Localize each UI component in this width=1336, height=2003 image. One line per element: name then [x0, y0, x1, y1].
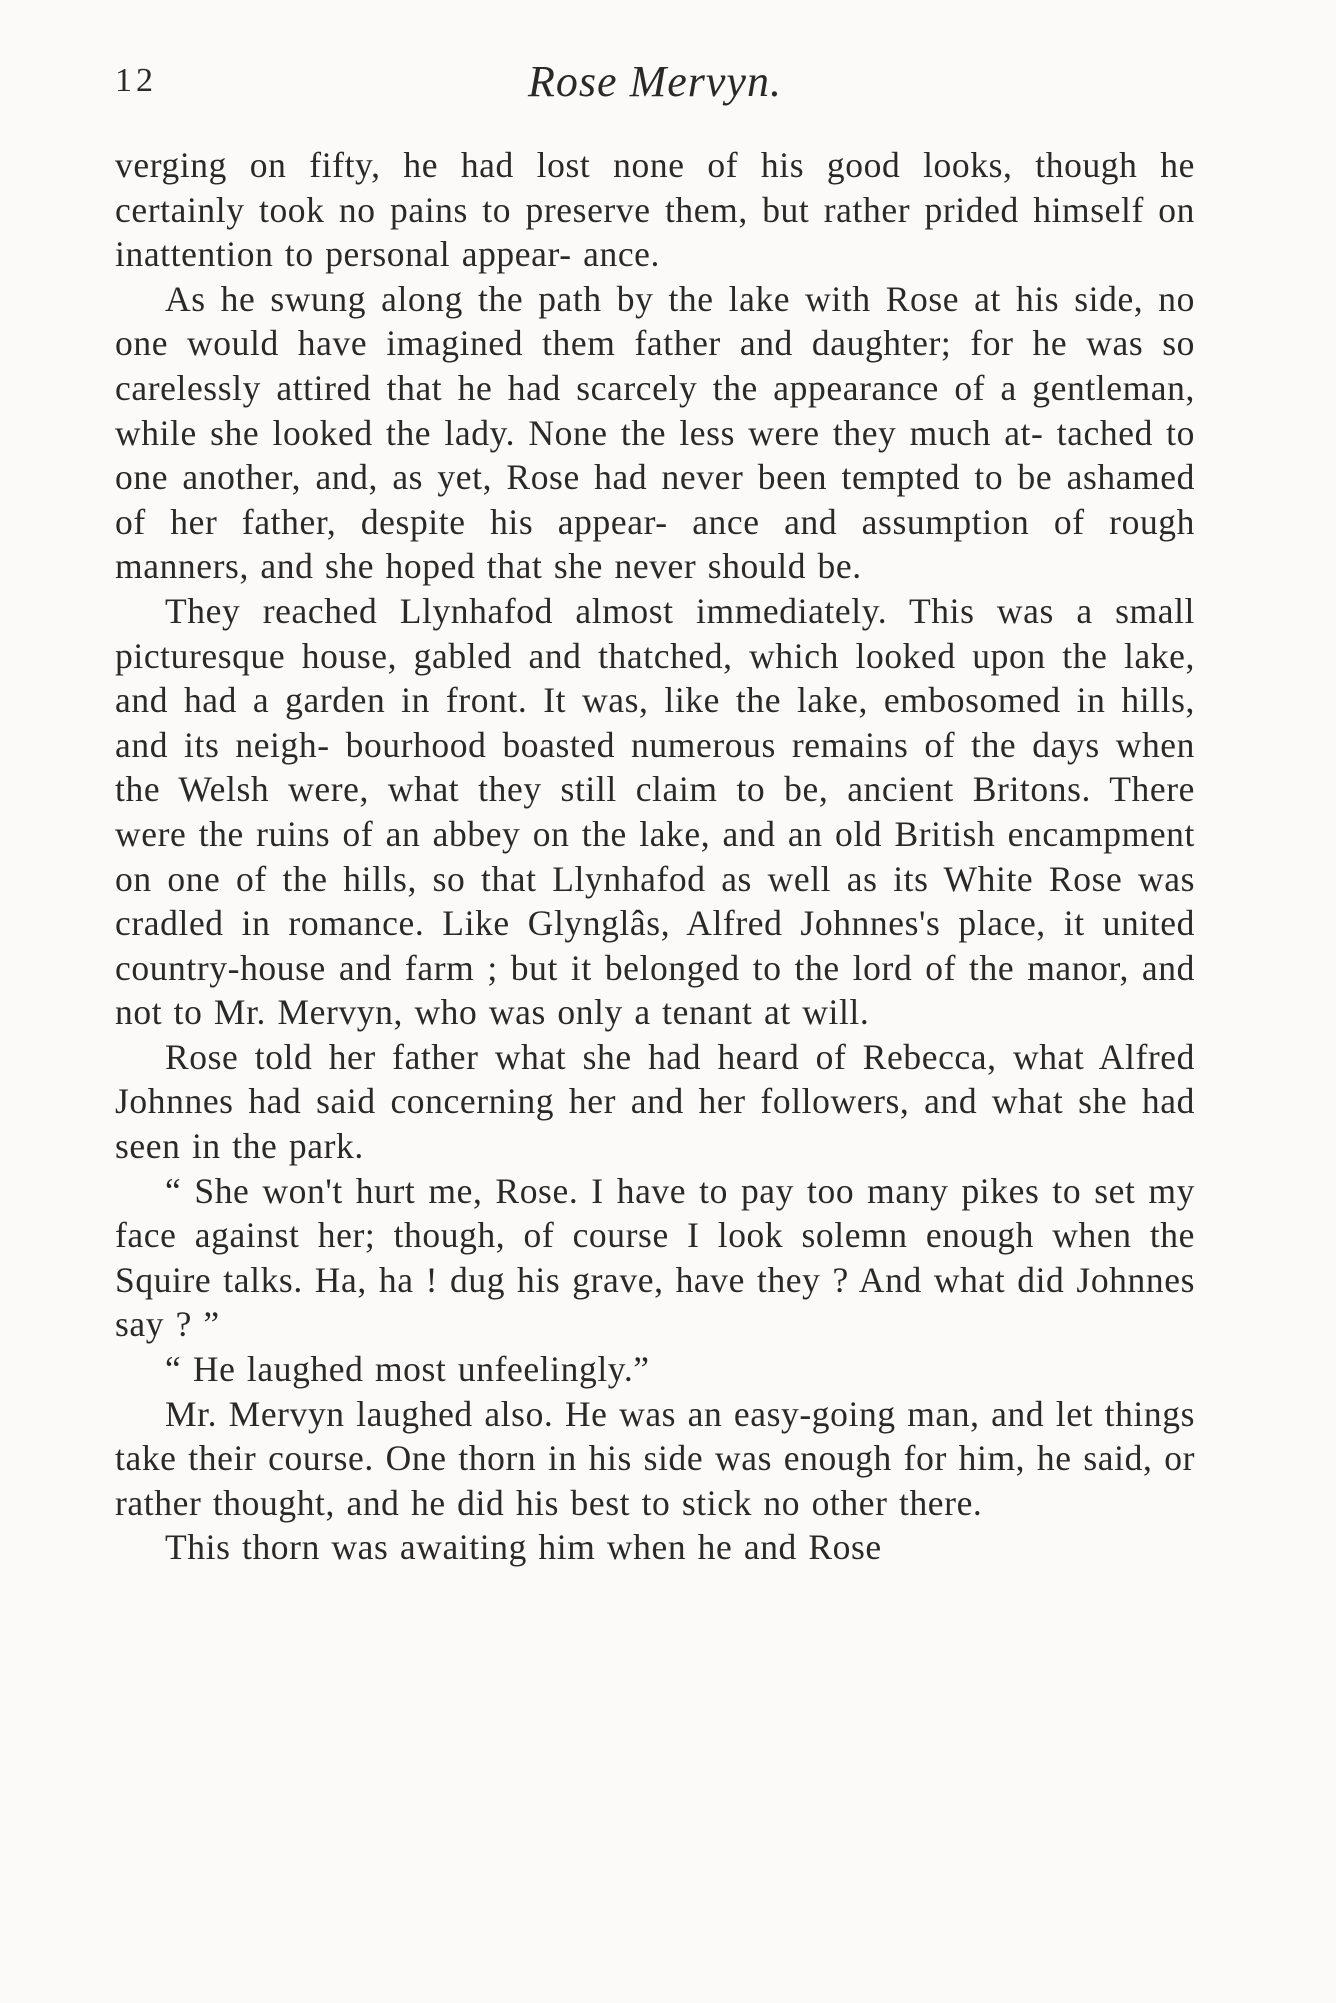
page-number: 12 — [115, 62, 157, 99]
paragraph: verging on fifty, he had lost none of his good looks, though he certainly took no pains to preserve them, but rather prided himself on inattention to personal appear- ance. — [115, 145, 1195, 275]
paragraph: They reached Llynhafod almost immediately. This was a small picturesque house, gabled and thatched, which looked upon the lake, and had a garden in front. It was, like the lake, embosomed in hills, and its neigh- bourhood boasted numerous remains of the days when the Welsh were, what they still claim to be, ancient Britons. There were the ruins of an abbey on the lake, and an old British encampment on one of the hills, so that Llynhafod as well as its White Rose was cradled in romance. Like Glynglâs, Alfred Johnnes's place, it united country-house and farm ; but it belonged to the lord of the manor, and not to Mr. Mervyn, who was only a tenant at will. — [115, 590, 1195, 1033]
body-text — [115, 143, 1195, 1570]
running-head — [115, 56, 1195, 116]
dialogue-paragraph: “ She won't hurt me, Rose. I have to pay too many pikes to set my face against her; though, of course I look solemn enough when the Squire talks. Ha, ha ! dug his grave, have they ? And what did Johnnes say ? ” — [115, 1170, 1195, 1345]
paragraph: Rose told her father what she had heard of Rebecca, what Alfred Johnnes had said concerning her and her followers, and what she had seen in the park. — [115, 1036, 1195, 1167]
paragraph: Mr. Mervyn laughed also. He was an easy-going man, and let things take their course. One thorn in his side was enough for him, he said, or rather thought, and he did his best to stick no other there. — [115, 1393, 1195, 1523]
running-title: Rose Mervyn. — [528, 57, 782, 106]
dialogue-paragraph: “ He laughed most unfeelingly.” — [165, 1349, 650, 1390]
book-page — [115, 0, 1195, 2003]
paragraph: This thorn was awaiting him when he and Rose — [165, 1527, 882, 1568]
paragraph: As he swung along the path by the lake with Rose at his side, no one would have imagined them father and daughter; for he was so carelessly attired that he had scarcely the appearance of a gentleman, while she looked the lady. None the less were they much at- tached to one another, and, as yet, Rose had never been tempted to be ashamed of her father, despite his appear- ance and assumption of rough manners, and she hoped that she never should be. — [115, 278, 1195, 587]
